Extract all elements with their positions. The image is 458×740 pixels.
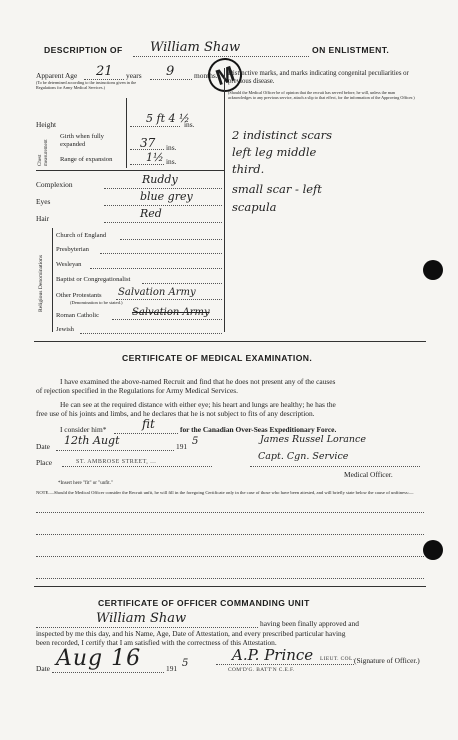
religion-church-of-england: Church of England	[56, 232, 107, 239]
range-line	[130, 164, 164, 165]
unfit-line-1	[36, 512, 424, 513]
medical-year-suffix: 5	[192, 436, 199, 447]
medical-officer-signature: James Russel Lorance	[260, 434, 366, 445]
eyes-line	[104, 205, 222, 206]
complexion-line	[104, 188, 222, 189]
marks-line-2: left leg middle	[232, 145, 317, 159]
religion-jewish: Jewish	[56, 326, 74, 333]
medical-date-label: Date	[36, 442, 50, 451]
marks-line-3: third.	[232, 162, 265, 176]
age-months-line	[150, 79, 192, 80]
hair-value: Red	[140, 207, 162, 220]
commanding-unit-print: COM'D'G. BATT'N C.E.F.	[228, 667, 295, 673]
girth-value: 37	[140, 136, 156, 150]
religion-line-1	[120, 239, 222, 240]
consider-fit-value: fit	[142, 417, 155, 431]
religion-line-2	[100, 253, 222, 254]
consider-line	[114, 433, 178, 434]
commanding-certificate-title: CERTIFICATE OF OFFICER COMMANDING UNIT	[98, 598, 310, 608]
recruit-name: William Shaw	[150, 40, 241, 55]
name-line	[133, 56, 309, 57]
punch-hole-upper	[423, 260, 443, 280]
medical-officer-note: (Should the Medical Officer be of opinion that the recruit has served before, he will, unless the man acknowledges to any previous service, attach a slip to that effect, for the information of the Approving Officer.)	[228, 90, 415, 100]
eyes-value: blue grey	[140, 190, 193, 203]
religion-other-value: Salvation Army	[118, 287, 196, 298]
religion-line-6	[112, 319, 222, 320]
medical-place-value: ST. AMBROSE STREET, ...	[76, 459, 157, 465]
commanding-date-line	[52, 672, 164, 673]
marks-line-1: 2 indistinct scars	[232, 128, 333, 142]
commanding-line1-suffix: having been finally approved and	[260, 619, 359, 628]
commanding-year-prefix: 191	[166, 664, 178, 673]
unfit-line-4	[36, 578, 424, 579]
fit-footnote: *Insert here "fit" or "unfit."	[58, 481, 113, 486]
form-title-left: DESCRIPTION OF	[44, 45, 123, 55]
medical-para1-line1: I have examined the above-named Recruit and find that he does not present any of the causes	[60, 377, 336, 386]
religion-other-protestants: Other Protestants	[56, 292, 102, 299]
consider-prefix: I consider him*	[60, 425, 107, 434]
months-label: months.	[194, 71, 218, 80]
commanding-signature: A.P. Prince	[232, 646, 314, 664]
marks-line-5: scapula	[232, 200, 277, 214]
commanding-line3: been recorded, I certify that I am satisfied with the correctness of this Attestation.	[36, 638, 277, 647]
religion-denomination-note: (Denomination to be stated.)	[70, 300, 123, 305]
medical-stamp-M: M	[204, 54, 247, 97]
commanding-year-suffix: 5	[182, 658, 189, 669]
hair-label: Hair	[36, 214, 50, 223]
religion-baptist: Baptist or Congregationalist	[56, 276, 131, 283]
commanding-rank-print: LIEUT. COL.	[320, 656, 355, 662]
religion-bracket	[52, 228, 53, 332]
religion-roman-catholic: Roman Catholic	[56, 312, 100, 319]
unfit-line-2	[36, 534, 424, 535]
commanding-line2: inspected by me this day, and his Name, Age, Date of Attestation, and every prescribed particular having	[36, 629, 346, 638]
commanding-date-value: Aug 16	[56, 646, 142, 671]
range-ins-label: ins.	[166, 157, 177, 166]
hair-line	[104, 222, 222, 223]
unfit-note: NOTE.—Should the Medical Officer consider the Recruit unfit, he will fill in the foregoing Certificate only in the case of those who have been attested, and will briefly state below the cause of unfitness:—	[36, 490, 414, 495]
religion-line-5	[116, 299, 222, 300]
height-line	[130, 126, 180, 127]
commanding-signature-label: (Signature of Officer.)	[354, 656, 420, 665]
medical-date-line	[56, 450, 174, 451]
girth-ins-label: ins.	[166, 143, 177, 152]
religion-group-label: Religious Denominations	[38, 254, 44, 312]
complexion-value: Ruddy	[142, 173, 178, 186]
form-title-right: ON ENLISTMENT.	[312, 45, 390, 55]
medical-certificate-title: CERTIFICATE OF MEDICAL EXAMINATION.	[122, 353, 313, 363]
medical-year-prefix: 191	[176, 442, 188, 451]
religion-presbyterian: Presbyterian	[56, 246, 89, 253]
medical-place-label: Place	[36, 458, 53, 467]
height-ins-label: ins.	[184, 120, 195, 129]
age-years-value: 21	[96, 64, 113, 79]
height-value: 5 ft 4 ½	[146, 112, 190, 125]
religion-wesleyan: Wesleyan	[56, 261, 82, 268]
commanding-signature-line	[216, 664, 354, 665]
distinctive-marks-label: Distinctive marks, and marks indicating congenital peculiarities or previous disease.	[228, 70, 409, 85]
religion-line-7	[80, 333, 222, 334]
punch-hole-lower	[423, 540, 443, 560]
chest-measurement-label: Chest measurement	[38, 139, 49, 166]
section-rule-1	[34, 341, 426, 342]
apparent-age-label: Apparent Age	[36, 71, 78, 80]
medical-signature-line	[250, 466, 420, 467]
commanding-name-line	[36, 627, 258, 628]
range-label: Range of expansion	[60, 156, 113, 163]
medical-officer-title: Medical Officer.	[344, 470, 393, 479]
years-label: years	[126, 71, 142, 80]
commanding-recruit-name: William Shaw	[96, 611, 187, 626]
eyes-label: Eyes	[36, 197, 51, 206]
medical-para2-line2: free use of his joints and limbs, and he declares that he is not subject to fits of any description.	[36, 409, 315, 418]
medical-para1-line2: of rejection specified in the Regulations for Army Medical Services.	[36, 386, 238, 395]
religion-rc-value-struck: Salvation Army	[132, 307, 210, 318]
religion-line-3	[90, 268, 222, 269]
column-divider	[224, 68, 225, 332]
chest-rule	[36, 170, 224, 171]
marks-line-4: small scar - left	[232, 182, 322, 196]
medical-date-value: 12th Augt	[64, 434, 120, 447]
girth-label: Girth when fully expanded	[60, 133, 104, 148]
consider-suffix: for the Canadian Over-Seas Expeditionary Force.	[180, 425, 337, 434]
age-note: (To be determined according to the instructions given in the Regulations for Army Medical Services.)	[36, 80, 137, 90]
range-value: 1½	[146, 151, 164, 164]
complexion-label: Complexion	[36, 180, 73, 189]
medical-place-line	[62, 466, 212, 467]
medical-officer-signature-2: Capt. Cgn. Service	[258, 451, 349, 462]
height-label: Height	[36, 120, 57, 129]
girth-line	[130, 149, 164, 150]
age-months-value: 9	[166, 64, 175, 79]
commanding-date-label: Date	[36, 664, 50, 673]
unfit-line-3	[36, 556, 424, 557]
section-rule-2	[34, 586, 426, 587]
religion-line-4	[142, 283, 222, 284]
medical-para2-line1: He can see at the required distance with either eye; his heart and lungs are healthy; he has the	[60, 400, 336, 409]
